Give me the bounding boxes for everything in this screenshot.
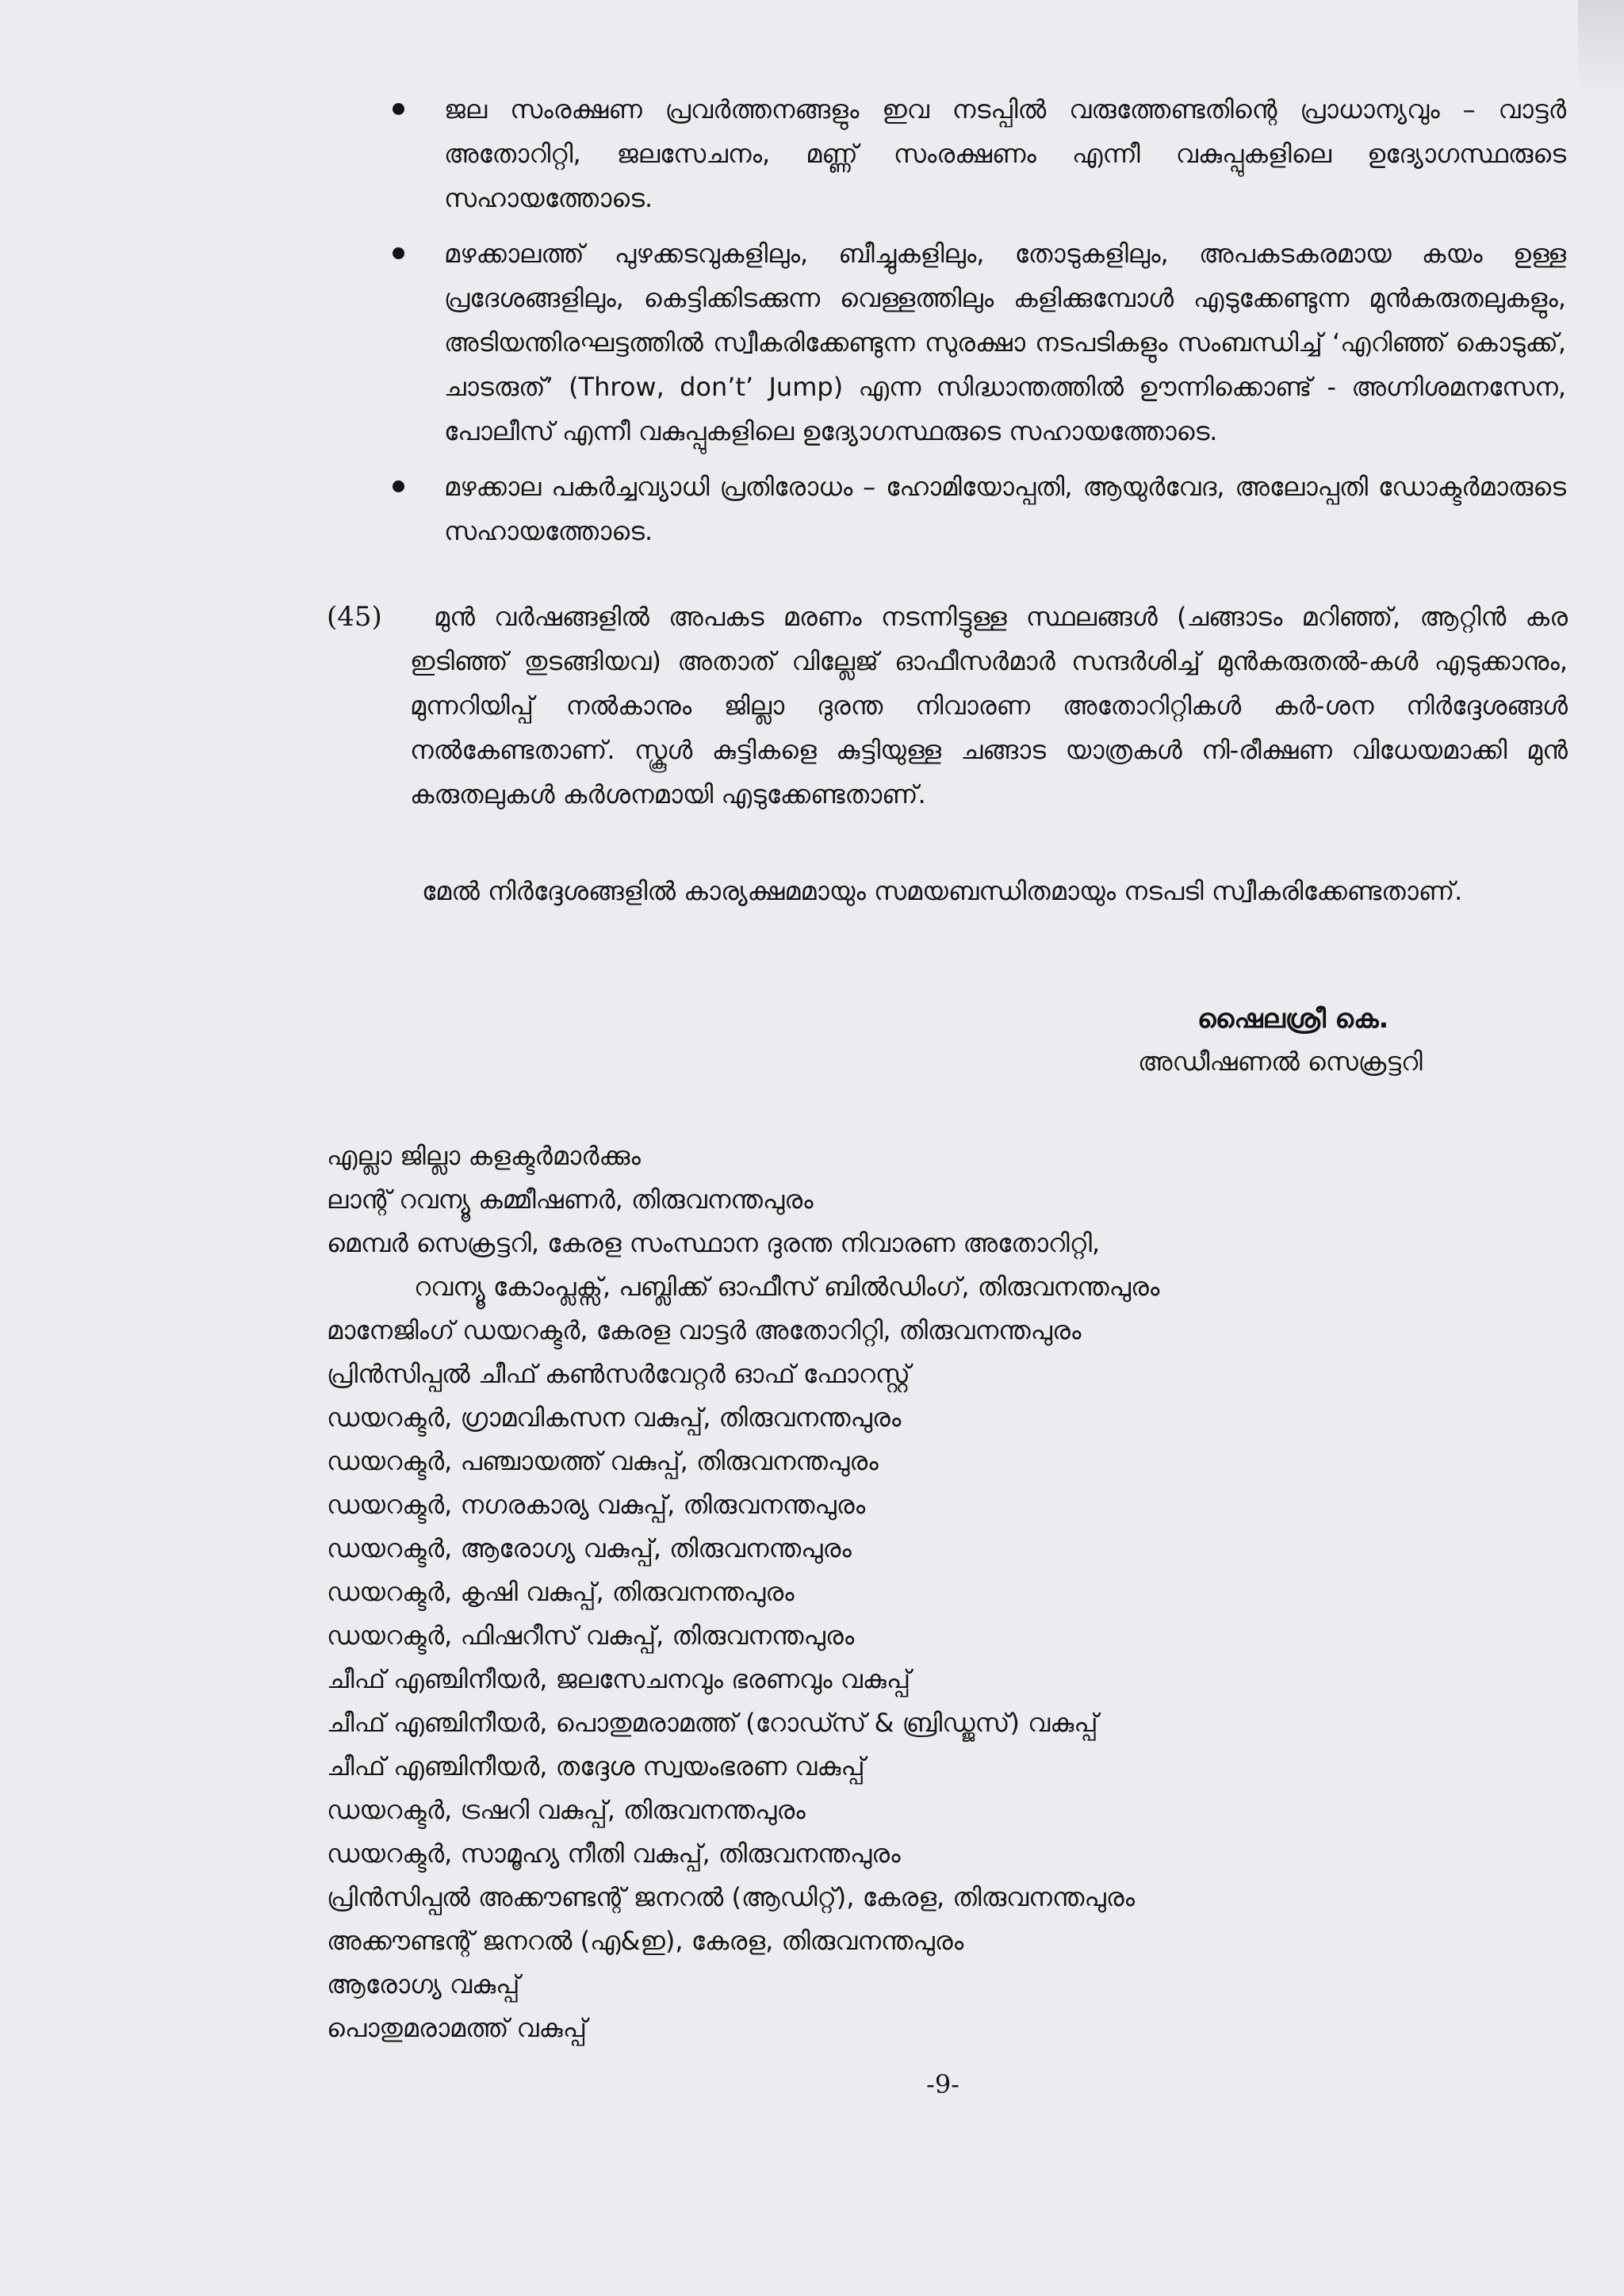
recipient-item: അക്കൗണ്ടന്റ് ജനറൽ (എ&ഇ), കേരള, തിരുവനന്തപുരം [327, 1926, 964, 1956]
recipient-item: പൊതുമരാമത്ത് വകുപ്പ് [327, 2013, 587, 2043]
bullet-list [444, 87, 1566, 564]
recipient-item: ചീഫ് എഞ്ചിനീയർ, പൊതുമരാമത്ത് (റോഡ്സ് & ബ്രിഡ്ജസ്) വകുപ്പ് [327, 1708, 1098, 1738]
bullet-dot-icon [393, 480, 404, 492]
scan-edge-shading [1578, 0, 1624, 95]
recipient-item: ഡയറക്ടർ, ട്രഷറി വകുപ്പ്, തിരുവനന്തപുരം [327, 1795, 806, 1825]
recipient-item: പ്രിൻസിപ്പൽ അക്കൗണ്ടന്റ് ജനറൽ (ആഡിറ്റ്), കേരള, തിരുവനന്തപുരം [327, 1882, 1136, 1912]
recipient-list [327, 1135, 1159, 2050]
paragraph-number: (45) [327, 601, 382, 633]
recipient-item: എല്ലാ ജില്ലാ കളക്ടർമാർക്കും [327, 1141, 641, 1171]
recipient-item: ഡയറക്ടർ, പഞ്ചായത്ത് വകുപ്പ്, തിരുവനന്തപുരം [327, 1446, 879, 1476]
recipient-item: ചീഫ് എഞ്ചിനീയർ, തദ്ദേശ സ്വയംഭരണ വകുപ്പ് [327, 1751, 865, 1781]
recipient-item: പ്രിൻസിപ്പൽ ചീഫ് കൺസർവേറ്റർ ഓഫ് ഫോറസ്റ്റ് [327, 1359, 910, 1389]
bullet-item [444, 87, 1566, 220]
signatory-name: ഷൈലശ്രീ കെ. [1197, 1003, 1389, 1034]
signatory-designation: അഡീഷണൽ സെക്രട്ടറി [1138, 1047, 1423, 1077]
recipient-item: മെമ്പർ സെക്രട്ടറി, കേരള സംസ്ഥാന ദുരന്ത നിവാരണ അതോറിറ്റി, [327, 1228, 1101, 1258]
bullet-text: ജല സംരക്ഷണ പ്രവർത്തനങ്ങളും ഇവ നടപ്പിൽ വരുത്തേണ്ടതിന്റെ പ്രാധാന്യവും – വാട്ടർ അതോറിറ്റി, ജലസേചനം, മണ്ണ് സംരക്ഷണം എന്നീ വകുപ്പുകളിലെ ഉദ്യോഗസ്ഥരുടെ സഹായത്തോടെ. [444, 94, 1566, 213]
paragraph-text: മുൻ വർഷങ്ങളിൽ അപകട മരണം നടന്നിട്ടുള്ള സ്ഥലങ്ങൾ (ചങ്ങാടം മറിഞ്ഞ്, ആറ്റിൻ കര ഇടിഞ്ഞ് തുടങ്ങിയവ) അതാത് വില്ലേജ് ഓഫീസർമാർ സന്ദർശിച്ച് മുൻകരുതല്‍-കൾ എടുക്കാനും, മുന്നറിയിപ്പ് നൽകാനും ജില്ലാ ദുരന്ത നിവാരണ അതോറിറ്റികൾ കർ-ശന നിർദ്ദേശങ്ങൾ നൽകേണ്ടതാണ്. സ്കൂൾ കുട്ടികളെ കുട്ടിയുള്ള ചങ്ങാട യാത്രകൾ നി-രീക്ഷണ വിധേയമാക്കി മുൻ കരുതലുകൾ കർശനമായി എടുക്കേണ്ടതാണ്. [410, 602, 1568, 809]
recipient-item: ഡയറക്ടർ, ഗ്രാമവികസന വകുപ്പ്, തിരുവനന്തപുരം [327, 1402, 902, 1433]
page-number: -9- [926, 2069, 959, 2099]
recipient-item: ഡയറക്ടർ, സാമൂഹ്യ നീതി വകുപ്പ്, തിരുവനന്തപുരം [327, 1839, 901, 1869]
recipient-item: ഡയറക്ടർ, കൃഷി വകുപ്പ്, തിരുവനന്തപുരം [327, 1577, 795, 1607]
recipient-item: ലാന്റ് റവന്യൂ കമ്മീഷണർ, തിരുവനന്തപുരം [327, 1184, 814, 1215]
bullet-item [444, 465, 1566, 553]
numbered-paragraph [327, 595, 1568, 817]
bullet-text: മഴക്കാലത്ത് പുഴക്കടവുകളിലും, ബീച്ചുകളിലും, തോടുകളിലും, അപകടകരമായ കയം ഉള്ള പ്രദേശങ്ങളിലും, കെട്ടിക്കിടക്കുന്ന വെള്ളത്തിലും കളിക്കുമ്പോൾ എടുക്കേണ്ടുന്ന മുൻകരുതലുകളും, അടിയന്തിരഘട്ടത്തിൽ സ്വീകരിക്കേണ്ടുന്ന സുരക്ഷാ നടപടികളും സംബന്ധിച്ച് ‘എറിഞ്ഞ് കൊടുക്ക്, ചാടരുത്’ (Throw, don’t’ Jump) എന്ന സിദ്ധാന്തത്തിൽ ഊന്നിക്കൊണ്ട് - അഗ്നിശമനസേന, പോലീസ് എന്നീ വകുപ്പുകളിലെ ഉദ്യോഗസ്ഥരുടെ സഹായത്തോടെ. [444, 239, 1566, 446]
recipient-item: ഡയറക്ടർ, നഗരകാര്യ വകുപ്പ്, തിരുവനന്തപുരം [327, 1490, 866, 1520]
bullet-dot-icon [393, 103, 404, 115]
bullet-text: മഴക്കാല പകർച്ചവ്യാധി പ്രതിരോധം – ഹോമിയോപ്പതി, ആയുർവേദ, അലോപ്പതി ഡോക്ടർമാരുടെ സഹായത്തോടെ. [444, 472, 1566, 546]
recipient-item: ഡയറക്ടർ, ഫിഷറീസ് വകുപ്പ്, തിരുവനന്തപുരം [327, 1621, 855, 1651]
recipient-item: ചീഫ് എഞ്ചിനീയർ, ജലസേചനവും ഭരണവും വകുപ്പ് [327, 1664, 911, 1694]
recipient-item: മാനേജിംഗ് ഡയറക്ടർ, കേരള വാട്ടർ അതോറിറ്റി, തിരുവനന്തപുരം [327, 1315, 1082, 1345]
closing-instruction: മേൽ നിർദ്ദേശങ്ങളിൽ കാര്യക്ഷമമായും സമയബന്ധിതമായും നടപടി സ്വീകരിക്കേണ്ടതാണ്. [422, 876, 1463, 906]
bullet-dot-icon [393, 247, 404, 259]
recipient-item: ഡയറക്ടർ, ആരോഗ്യ വകുപ്പ്, തിരുവനന്തപുരം [327, 1533, 852, 1563]
recipient-item: ആരോഗ്യ വകുപ്പ് [327, 1969, 520, 1999]
bullet-item [444, 232, 1566, 453]
recipient-item-continuation: റവന്യൂ കോംപ്ലക്സ്, പബ്ലിക്ക് ഓഫീസ് ബിൽഡിംഗ്, തിരുവനന്തപുരം [414, 1272, 1160, 1302]
